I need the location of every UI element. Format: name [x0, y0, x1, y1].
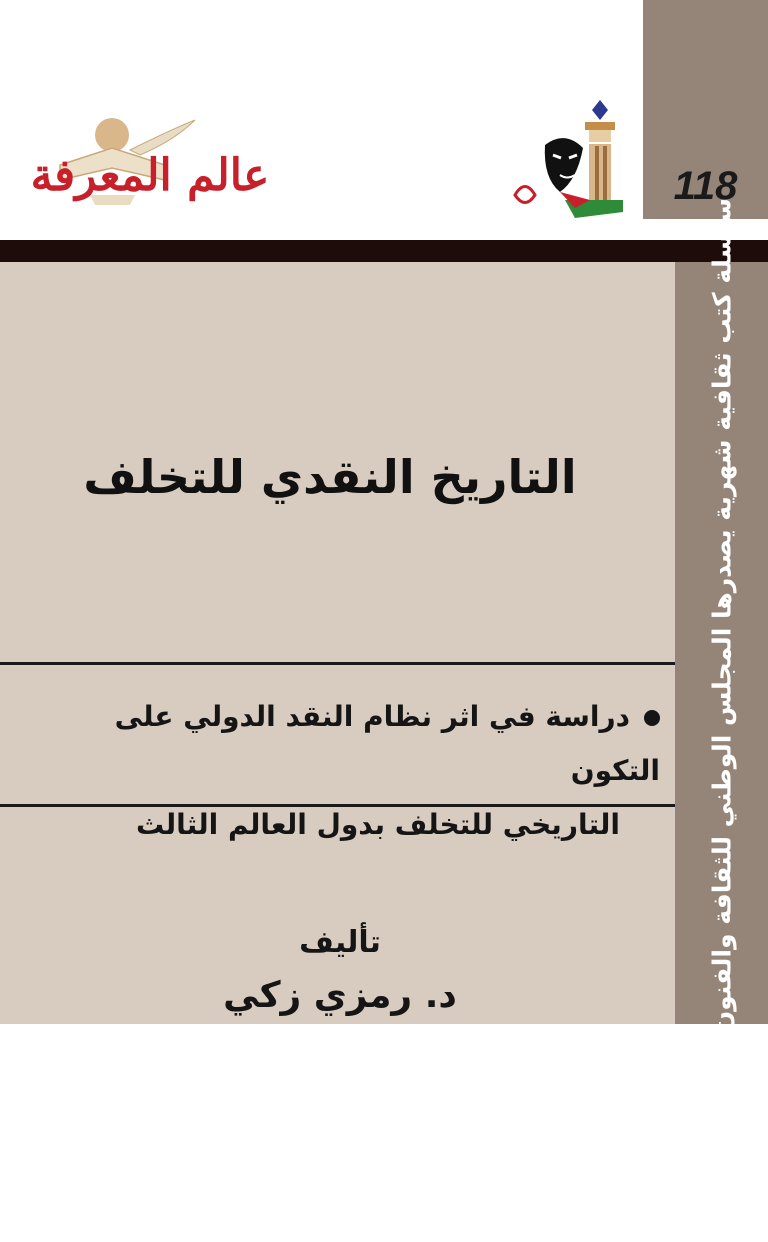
subtitle-line-1-text: دراسة في اثر نظام النقد الدولي على التكون [114, 700, 660, 787]
bullet-icon [644, 710, 660, 726]
logo-text: عالم المعرفة [30, 150, 270, 201]
council-emblem-icon [505, 100, 625, 220]
header-divider-bar [0, 240, 768, 262]
book-title: التاريخ النقدي للتخلف [83, 450, 577, 504]
subtitle-rule-bottom [0, 804, 675, 807]
issue-number-box [643, 0, 768, 219]
issue-number: 118 [673, 164, 738, 208]
subtitle-line-2: التاريخي للتخلف بدول العالم الثالث [135, 808, 620, 841]
alam-almarifa-logo [20, 110, 280, 230]
cover-main-panel [0, 262, 675, 1024]
series-description: سلسلة كتب ثقافية شهرية يصدرها المجلس الوطني للثقافة والفنون والآداب - الكويت [707, 198, 737, 1242]
author-name: د. رمزي زكي [223, 975, 457, 1016]
subtitle-line-1 [30, 690, 660, 798]
author-label: تأليف [299, 925, 381, 960]
cover-header [0, 0, 768, 240]
subtitle-rule-top [0, 662, 675, 665]
book-subtitle [30, 690, 660, 852]
